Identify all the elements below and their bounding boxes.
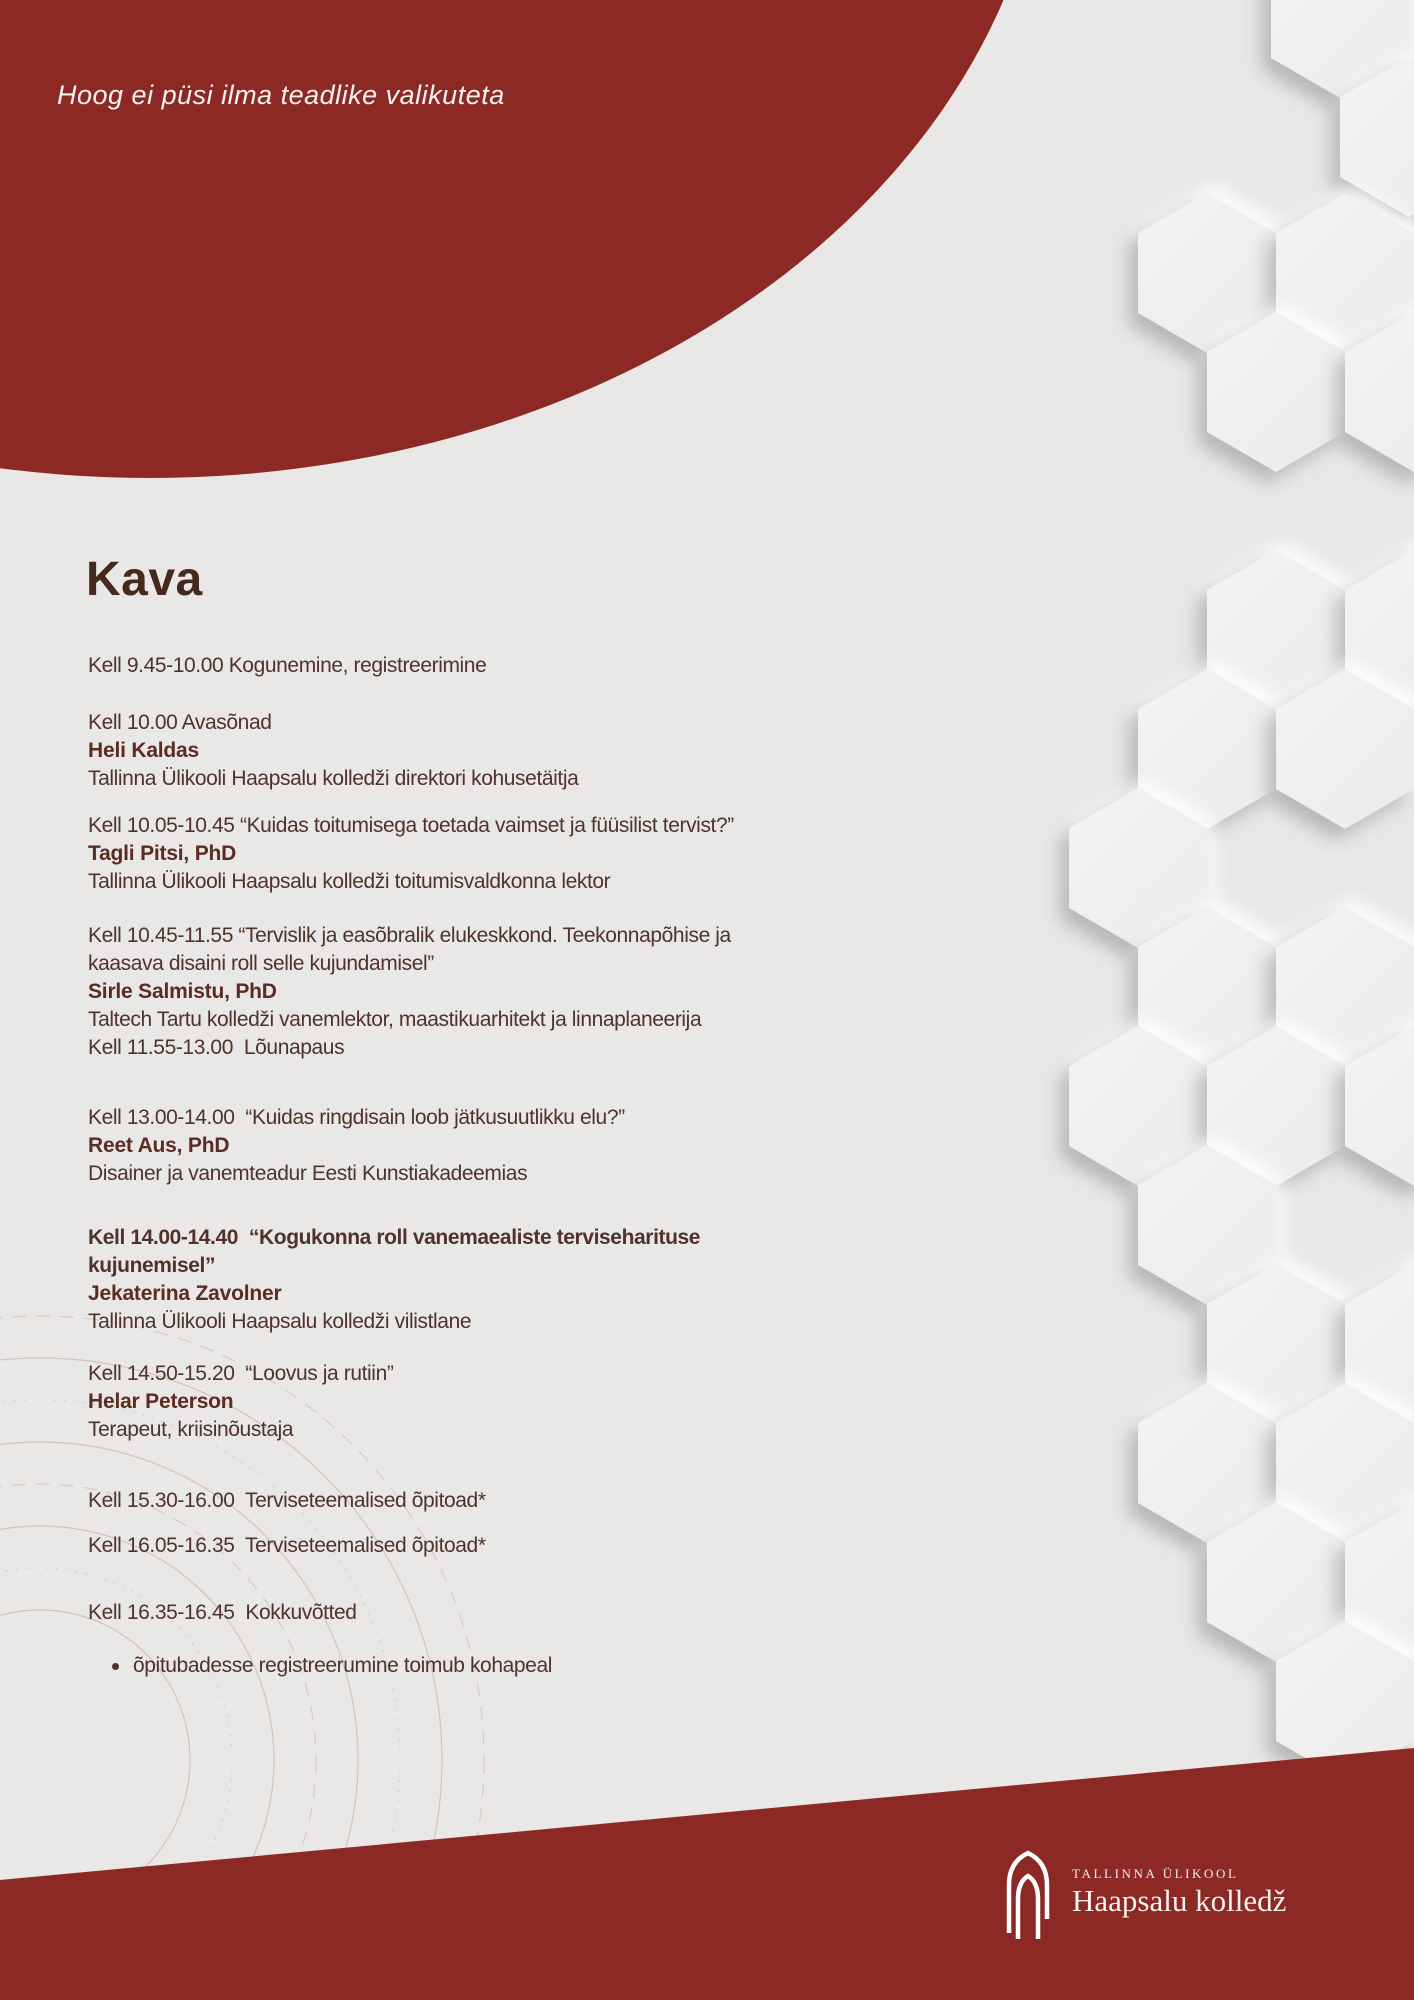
logo-university-name: TALLINNA ÜLIKOOL [1072,1866,1239,1881]
schedule-item [88,1224,868,1336]
schedule-time: Kell 14.00-14.40 “Kogukonna roll vanemaealiste terviseharituse [88,1226,701,1249]
logo-college-name: Haapsalu kolledž [1072,1883,1287,1918]
speaker-role: Tallinna Ülikooli Haapsalu kolledži vilistlane [88,1310,472,1333]
speaker-role: Terapeut, kriisinõustaja [88,1418,294,1441]
footer-logo [1000,1849,1286,1941]
bullet-dot [112,1663,119,1670]
speaker-role: Disainer ja vanemteadur Eesti Kunstiakadeemias [88,1162,528,1185]
hexagon-face [1345,1026,1414,1186]
program-schedule [88,652,868,1680]
schedule-time: Kell 9.45-10.00 Kogunemine, registreerimine [88,654,487,677]
schedule-time: Kell 16.35-16.45 Kokkuvõtted [88,1601,357,1624]
schedule-item [88,1532,868,1560]
speaker-role: Tallinna Ülikooli Haapsalu kolledži toitumisvaldkonna lektor [88,870,611,893]
speaker-name: Jekaterina Zavolner [88,1282,282,1305]
schedule-item [88,922,868,1034]
speaker-name: Heli Kaldas [88,739,200,762]
schedule-time: Kell 10.05-10.45 “Kuidas toitumisega toetada vaimset ja füüsilist tervist?” [88,814,734,837]
schedule-time: Kell 15.30-16.00 Terviseteemalised õpitoad* [88,1489,486,1512]
schedule-time: kujunemisel” [88,1254,216,1277]
speaker-role: Taltech Tartu kolledži vanemlektor, maastikuarhitekt ja linnaplaneerija [88,1008,702,1031]
schedule-time: Kell 13.00-14.00 “Kuidas ringdisain loob jätkusuutlikku elu?” [88,1106,625,1129]
header-curve-shape [0,0,1414,520]
schedule-item [88,709,868,793]
hexagon-tile [1276,669,1414,829]
note-bullet-text: õpitubadesse registreerumine toimub kohapeal [133,1654,553,1677]
schedule-item [88,1034,868,1062]
schedule-time: Kell 10.45-11.55 “Tervislik ja easõbralik elukeskkond. Teekonnapõhise ja [88,924,731,947]
hexagon-tile [1345,1026,1414,1186]
program-title: Kava [86,553,203,606]
schedule-time: kaasava disaini roll selle kujundamisel” [88,952,434,975]
speaker-name: Tagli Pitsi, PhD [88,842,237,865]
schedule-time: Kell 10.00 Avasõnad [88,711,272,734]
schedule-time: Kell 14.50-15.20 “Loovus ja rutiin” [88,1362,394,1385]
hexagon-face [1276,669,1414,829]
speaker-name: Reet Aus, PhD [88,1134,230,1157]
note-bullet-row [88,1652,868,1680]
schedule-time: Kell 16.05-16.35 Terviseteemalised õpitoad* [88,1534,486,1557]
speaker-role: Tallinna Ülikooli Haapsalu kolledži direktori kohusetäitja [88,767,579,790]
schedule-item [88,812,868,896]
schedule-time: Kell 11.55-13.00 Lõunapaus [88,1036,345,1059]
schedule-item [88,1104,868,1188]
header-tagline: Hoog ei püsi ilma teadlike valikuteta [57,80,505,110]
schedule-item [88,1360,868,1444]
arch-icon [1000,1849,1056,1941]
speaker-name: Helar Peterson [88,1390,234,1413]
schedule-item [88,652,868,680]
logo-text [1072,1849,1286,1941]
schedule-item [88,1599,868,1627]
schedule-item [88,1487,868,1515]
speaker-name: Sirle Salmistu, PhD [88,980,277,1003]
